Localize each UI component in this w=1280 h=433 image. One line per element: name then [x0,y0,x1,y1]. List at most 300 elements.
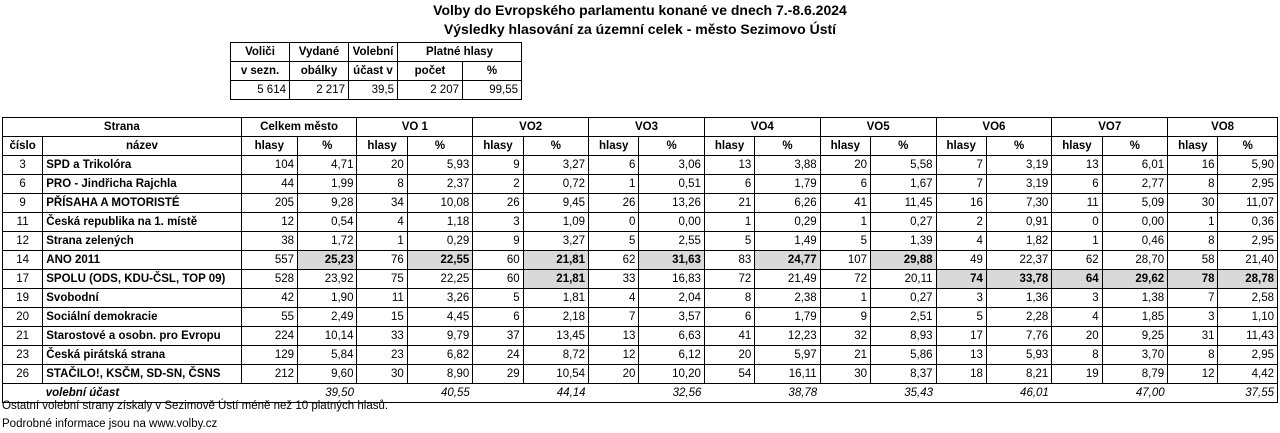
votes-cell: 0 [1052,213,1102,232]
percent-cell: 3,57 [639,308,704,327]
votes-cell: 37 [473,327,523,346]
votes-cell: 42 [241,289,297,308]
percent-cell: 1,79 [755,308,820,327]
party-name: Strana zelených [43,232,241,251]
header-pct: % [639,137,704,156]
percent-cell: 31,63 [639,251,704,270]
percent-cell: 22,37 [986,251,1051,270]
turnout-spacer [704,384,754,403]
votes-cell: 7 [589,308,639,327]
percent-cell: 0,27 [871,213,936,232]
value-ucast: 39,5 [349,81,398,100]
votes-cell: 557 [241,251,297,270]
party-name: Svobodní [43,289,241,308]
header-pocet: počet [398,62,463,81]
table-row [3,270,1278,289]
value-vydane: 2 217 [290,81,349,100]
percent-cell: 1,67 [871,175,936,194]
party-name: ANO 2011 [43,251,241,270]
percent-cell: 13,26 [639,194,704,213]
votes-cell: 1 [1052,232,1102,251]
header-cislo: číslo [3,137,43,156]
votes-cell: 9 [473,232,523,251]
percent-cell: 2,58 [1218,289,1278,308]
party-name: PRO - Jindřicha Rajchla [43,175,241,194]
votes-cell: 20 [1052,327,1102,346]
votes-cell: 6 [473,308,523,327]
votes-cell: 62 [589,251,639,270]
percent-cell: 21,81 [523,251,588,270]
table-row [3,289,1278,308]
percent-cell: 10,20 [639,365,704,384]
percent-cell: 8,93 [871,327,936,346]
party-number: 21 [3,327,43,346]
votes-cell: 19 [1052,365,1102,384]
votes-cell: 4 [357,213,407,232]
party-name: Česká pirátská strana [43,346,241,365]
percent-cell: 5,90 [1218,156,1278,175]
party-name: STAČILO!, KSČM, SD-SN, ČSNS [43,365,241,384]
votes-cell: 18 [936,365,986,384]
header-celkem: Celkem město [241,118,357,137]
percent-cell: 23,92 [298,270,357,289]
votes-cell: 76 [357,251,407,270]
percent-cell: 6,82 [407,346,472,365]
votes-cell: 8 [1168,346,1218,365]
votes-cell: 528 [241,270,297,289]
votes-cell: 74 [936,270,986,289]
votes-cell: 8 [1052,346,1102,365]
votes-cell: 11 [1052,194,1102,213]
votes-cell: 1 [820,289,870,308]
header-ucast-2: účast v [349,62,398,81]
votes-cell: 30 [820,365,870,384]
votes-cell: 8 [357,175,407,194]
votes-cell: 3 [1168,308,1218,327]
turnout-value: 47,00 [1102,384,1167,403]
percent-cell: 1,81 [523,289,588,308]
percent-cell: 2,77 [1102,175,1167,194]
votes-cell: 3 [1052,289,1102,308]
votes-cell: 20 [704,346,754,365]
votes-cell: 13 [936,346,986,365]
percent-cell: 8,37 [871,365,936,384]
turnout-spacer [1052,384,1102,403]
header-hlasy: hlasy [1052,137,1102,156]
header-pct: % [1102,137,1167,156]
percent-cell: 8,21 [986,365,1051,384]
percent-cell: 0,27 [871,289,936,308]
percent-cell: 5,93 [407,156,472,175]
votes-cell: 41 [820,194,870,213]
percent-cell: 5,97 [755,346,820,365]
table-row [3,194,1278,213]
header-nazev: název [43,137,241,156]
percent-cell: 10,54 [523,365,588,384]
header-vydane: Vydané [290,43,349,62]
percent-cell: 8,90 [407,365,472,384]
table-row [3,213,1278,232]
votes-cell: 4 [936,232,986,251]
percent-cell: 3,27 [523,232,588,251]
percent-cell: 3,19 [986,175,1051,194]
table-row [3,365,1278,384]
votes-cell: 6 [820,175,870,194]
percent-cell: 10,14 [298,327,357,346]
percent-cell: 3,70 [1102,346,1167,365]
percent-cell: 2,28 [986,308,1051,327]
votes-cell: 5 [473,289,523,308]
votes-cell: 7 [1168,289,1218,308]
percent-cell: 1,85 [1102,308,1167,327]
table-row [3,156,1278,175]
percent-cell: 9,79 [407,327,472,346]
party-number: 26 [3,365,43,384]
percent-cell: 0,91 [986,213,1051,232]
percent-cell: 1,10 [1218,308,1278,327]
votes-cell: 17 [936,327,986,346]
votes-cell: 78 [1168,270,1218,289]
votes-cell: 11 [357,289,407,308]
header-hlasy: hlasy [241,137,297,156]
percent-cell: 12,23 [755,327,820,346]
votes-cell: 21 [820,346,870,365]
votes-cell: 64 [1052,270,1102,289]
votes-cell: 33 [357,327,407,346]
percent-cell: 5,09 [1102,194,1167,213]
votes-cell: 55 [241,308,297,327]
percent-cell: 0,29 [755,213,820,232]
percent-cell: 4,71 [298,156,357,175]
percent-cell: 2,49 [298,308,357,327]
percent-cell: 3,88 [755,156,820,175]
votes-cell: 7 [936,175,986,194]
header-hlasy: hlasy [1168,137,1218,156]
votes-cell: 5 [936,308,986,327]
header-vydane-2: obálky [290,62,349,81]
header-hlasy: hlasy [589,137,639,156]
header-pct: % [463,62,522,81]
votes-cell: 83 [704,251,754,270]
votes-cell: 60 [473,251,523,270]
percent-cell: 0,00 [639,213,704,232]
votes-cell: 1 [704,213,754,232]
votes-cell: 60 [473,270,523,289]
percent-cell: 0,54 [298,213,357,232]
percent-cell: 3,19 [986,156,1051,175]
turnout-value: 38,78 [755,384,820,403]
percent-cell: 5,84 [298,346,357,365]
turnout-spacer [589,384,639,403]
percent-cell: 1,36 [986,289,1051,308]
percent-cell: 11,45 [871,194,936,213]
votes-cell: 104 [241,156,297,175]
votes-cell: 31 [1168,327,1218,346]
votes-cell: 3 [936,289,986,308]
percent-cell: 1,49 [755,232,820,251]
votes-cell: 129 [241,346,297,365]
turnout-value: 46,01 [986,384,1051,403]
votes-cell: 72 [704,270,754,289]
header-pct: % [523,137,588,156]
percent-cell: 16,11 [755,365,820,384]
votes-cell: 1 [589,175,639,194]
percent-cell: 11,43 [1218,327,1278,346]
percent-cell: 24,77 [755,251,820,270]
votes-cell: 16 [1168,156,1218,175]
party-number: 14 [3,251,43,270]
results-table [2,117,1278,403]
votes-cell: 32 [820,327,870,346]
header-pct: % [871,137,936,156]
percent-cell: 9,45 [523,194,588,213]
votes-cell: 75 [357,270,407,289]
table-row [3,232,1278,251]
votes-cell: 4 [1052,308,1102,327]
votes-cell: 3 [473,213,523,232]
votes-cell: 6 [1052,175,1102,194]
footnote-other-parties: Ostatní volební strany získaly v Sezimově Ústí méně než 10 platných hlasů. [2,400,389,412]
header-district: VO6 [936,118,1052,137]
percent-cell: 1,90 [298,289,357,308]
votes-cell: 34 [357,194,407,213]
percent-cell: 6,26 [755,194,820,213]
percent-cell: 2,18 [523,308,588,327]
votes-cell: 13 [1052,156,1102,175]
header-district: VO8 [1168,118,1278,137]
turnout-value: 35,43 [871,384,936,403]
turnout-value: 32,56 [639,384,704,403]
votes-cell: 16 [936,194,986,213]
votes-cell: 9 [820,308,870,327]
percent-cell: 5,93 [986,346,1051,365]
header-district: VO7 [1052,118,1168,137]
header-platne: Platné hlasy [398,43,522,62]
votes-cell: 107 [820,251,870,270]
votes-cell: 8 [704,289,754,308]
header-hlasy: hlasy [936,137,986,156]
percent-cell: 1,09 [523,213,588,232]
table-row [3,308,1278,327]
percent-cell: 2,55 [639,232,704,251]
summary-table [230,42,522,100]
votes-cell: 33 [589,270,639,289]
percent-cell: 2,95 [1218,346,1278,365]
table-row [3,327,1278,346]
footnote-source: Podrobné informace jsou na www.volby.cz [2,418,218,430]
votes-cell: 6 [589,156,639,175]
percent-cell: 9,25 [1102,327,1167,346]
percent-cell: 1,39 [871,232,936,251]
votes-cell: 23 [357,346,407,365]
header-volici-2: v sezn. [231,62,290,81]
votes-cell: 12 [241,213,297,232]
votes-cell: 6 [704,308,754,327]
percent-cell: 3,06 [639,156,704,175]
percent-cell: 1,99 [298,175,357,194]
votes-cell: 26 [589,194,639,213]
votes-cell: 6 [704,175,754,194]
votes-cell: 15 [357,308,407,327]
percent-cell: 3,26 [407,289,472,308]
votes-cell: 44 [241,175,297,194]
party-name: SPOLU (ODS, KDU-ČSL, TOP 09) [43,270,241,289]
votes-cell: 20 [357,156,407,175]
turnout-value: 40,55 [407,384,472,403]
votes-cell: 212 [241,365,297,384]
percent-cell: 29,88 [871,251,936,270]
turnout-spacer [820,384,870,403]
page-subtitle: Výsledky hlasování za územní celek - město Sezimovo Ústí [443,21,837,37]
header-volici: Voliči [231,43,290,62]
percent-cell: 1,79 [755,175,820,194]
votes-cell: 30 [1168,194,1218,213]
page-title: Volby do Evropského parlamentu konané ve dnech 7.-8.6.2024 [433,2,847,18]
header-hlasy: hlasy [357,137,407,156]
votes-cell: 5 [589,232,639,251]
party-name: Česká republika na 1. místě [43,213,241,232]
header-ucast: Volební [349,43,398,62]
party-number: 17 [3,270,43,289]
votes-cell: 24 [473,346,523,365]
party-number: 23 [3,346,43,365]
header-pct: % [755,137,820,156]
header-district: VO4 [704,118,820,137]
percent-cell: 9,28 [298,194,357,213]
percent-cell: 9,60 [298,365,357,384]
votes-cell: 49 [936,251,986,270]
percent-cell: 1,18 [407,213,472,232]
percent-cell: 2,37 [407,175,472,194]
votes-cell: 4 [589,289,639,308]
percent-cell: 6,12 [639,346,704,365]
percent-cell: 0,36 [1218,213,1278,232]
votes-cell: 62 [1052,251,1102,270]
party-number: 20 [3,308,43,327]
votes-cell: 13 [704,156,754,175]
party-name: Starostové a osobn. pro Evropu [43,327,241,346]
percent-cell: 16,83 [639,270,704,289]
votes-cell: 1 [820,213,870,232]
votes-cell: 30 [357,365,407,384]
percent-cell: 25,23 [298,251,357,270]
percent-cell: 5,86 [871,346,936,365]
header-pct: % [298,137,357,156]
percent-cell: 4,45 [407,308,472,327]
header-district: VO2 [473,118,589,137]
percent-cell: 22,55 [407,251,472,270]
votes-cell: 12 [589,346,639,365]
table-row [3,251,1278,270]
percent-cell: 2,95 [1218,175,1278,194]
percent-cell: 2,95 [1218,232,1278,251]
votes-cell: 26 [473,194,523,213]
votes-cell: 9 [473,156,523,175]
value-volici: 5 614 [231,81,290,100]
header-hlasy: hlasy [473,137,523,156]
party-number: 12 [3,232,43,251]
percent-cell: 2,38 [755,289,820,308]
votes-cell: 5 [820,232,870,251]
turnout-spacer [936,384,986,403]
percent-cell: 28,70 [1102,251,1167,270]
percent-cell: 21,40 [1218,251,1278,270]
turnout-value: 44,14 [523,384,588,403]
header-district: VO5 [820,118,936,137]
turnout-value: 39,50 [298,384,357,403]
table-row [3,175,1278,194]
percent-cell: 1,38 [1102,289,1167,308]
header-district: VO 1 [357,118,473,137]
percent-cell: 13,45 [523,327,588,346]
votes-cell: 8 [1168,175,1218,194]
header-hlasy: hlasy [820,137,870,156]
votes-cell: 2 [473,175,523,194]
votes-cell: 1 [1168,213,1218,232]
votes-cell: 0 [589,213,639,232]
percent-cell: 0,29 [407,232,472,251]
turnout-label: volební účast [43,384,241,403]
percent-cell: 5,58 [871,156,936,175]
percent-cell: 2,51 [871,308,936,327]
votes-cell: 8 [1168,232,1218,251]
votes-cell: 224 [241,327,297,346]
percent-cell: 0,51 [639,175,704,194]
party-number: 11 [3,213,43,232]
votes-cell: 58 [1168,251,1218,270]
party-name: SPD a Trikolóra [43,156,241,175]
percent-cell: 10,08 [407,194,472,213]
percent-cell: 8,79 [1102,365,1167,384]
percent-cell: 1,82 [986,232,1051,251]
votes-cell: 29 [473,365,523,384]
votes-cell: 5 [704,232,754,251]
party-name: PŘÍSAHA A MOTORISTÉ [43,194,241,213]
percent-cell: 29,62 [1102,270,1167,289]
votes-cell: 1 [357,232,407,251]
votes-cell: 20 [820,156,870,175]
votes-cell: 2 [936,213,986,232]
percent-cell: 0,72 [523,175,588,194]
votes-cell: 72 [820,270,870,289]
percent-cell: 6,63 [639,327,704,346]
votes-cell: 7 [936,156,986,175]
percent-cell: 7,30 [986,194,1051,213]
percent-cell: 11,07 [1218,194,1278,213]
header-hlasy: hlasy [704,137,754,156]
value-pct: 99,55 [463,81,522,100]
value-pocet: 2 207 [398,81,463,100]
party-name: Sociální demokracie [43,308,241,327]
votes-cell: 21 [704,194,754,213]
votes-cell: 205 [241,194,297,213]
percent-cell: 0,46 [1102,232,1167,251]
percent-cell: 4,42 [1218,365,1278,384]
votes-cell: 13 [589,327,639,346]
percent-cell: 33,78 [986,270,1051,289]
votes-cell: 41 [704,327,754,346]
percent-cell: 28,78 [1218,270,1278,289]
percent-cell: 7,76 [986,327,1051,346]
percent-cell: 3,27 [523,156,588,175]
turnout-value: 37,55 [1218,384,1278,403]
percent-cell: 21,81 [523,270,588,289]
percent-cell: 20,11 [871,270,936,289]
header-strana: Strana [3,118,242,137]
header-pct: % [407,137,472,156]
percent-cell: 2,04 [639,289,704,308]
table-row [3,346,1278,365]
